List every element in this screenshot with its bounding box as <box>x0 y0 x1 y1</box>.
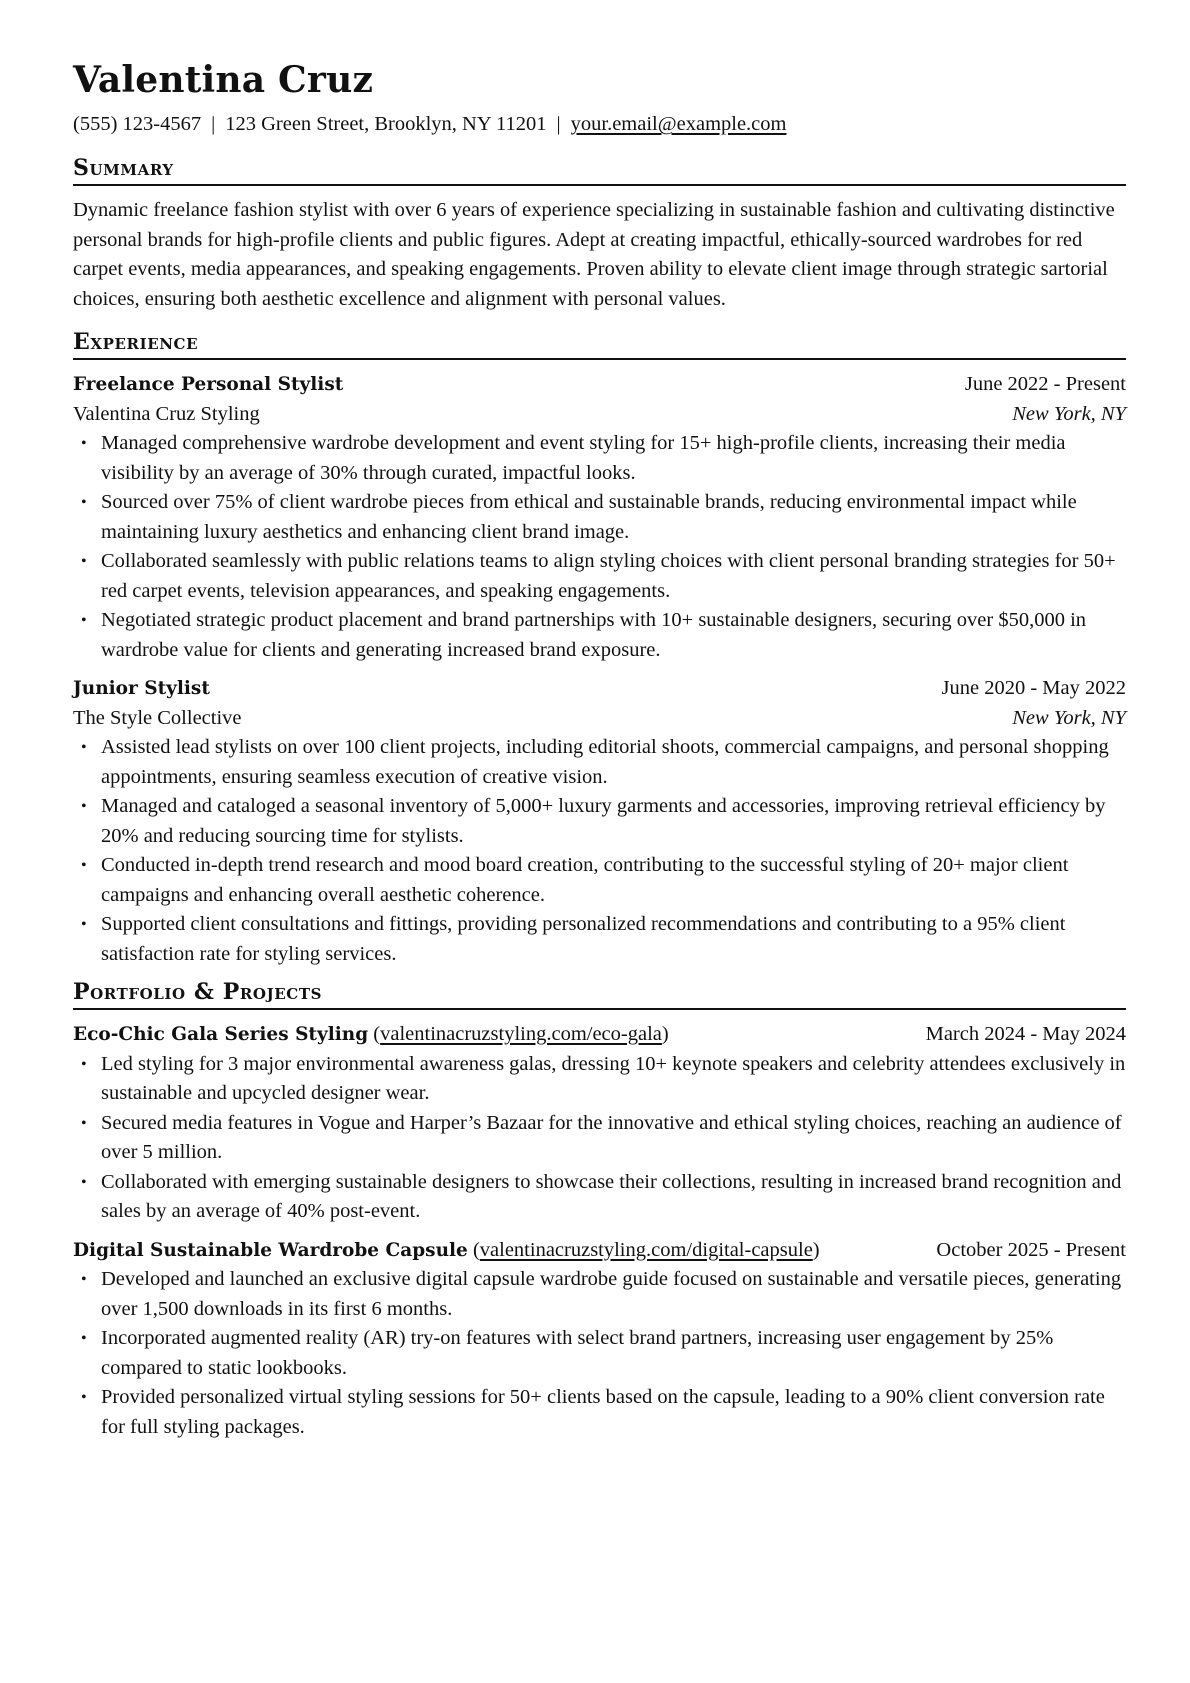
project-header-row <box>73 1020 1126 1050</box>
candidate-name: Valentina Cruz <box>73 59 374 101</box>
job-entry <box>73 674 1126 969</box>
project-bullet: • Developed and launched an exclusive digital capsule wardrobe guide focused on sustainable and versatile pieces, generating over 1,500 downloads in its first 6 months. <box>73 1265 1126 1324</box>
job-dates: June 2022 - Present <box>964 373 1126 395</box>
email-link[interactable]: your.email@example.com <box>570 113 787 135</box>
projects-section <box>73 978 1126 1442</box>
job-header-row <box>73 674 1126 704</box>
job-role: Junior Stylist <box>73 678 210 699</box>
project-entry <box>73 1020 1126 1227</box>
project-dates: March 2024 - May 2024 <box>925 1023 1126 1045</box>
job-company-row <box>73 400 1126 430</box>
project-bullet: • Collaborated with emerging sustainable designers to showcase their collections, resulting in increased brand recognition and sales by an average of 40% post-event. <box>73 1168 1126 1227</box>
resume-page <box>73 58 1126 1451</box>
project-bullet: • Incorporated augmented reality (AR) try-on features with select brand partners, increasing user engagement by 25% compared to static lookbooks. <box>73 1324 1126 1383</box>
job-company: The Style Collective <box>73 706 242 729</box>
section-title-experience: Experience <box>73 328 1126 360</box>
job-bullet-list <box>73 733 1126 969</box>
job-entry <box>73 370 1126 665</box>
section-title-projects: Portfolio & Projects <box>73 978 1126 1010</box>
experience-section <box>73 328 1126 969</box>
job-location: New York, NY <box>1012 402 1126 425</box>
summary-text: Dynamic freelance fashion stylist with over 6 years of experience specializing in sustainable fashion and cultivating distinctive personal brands for high-profile clients and public figures. Adept at creating impactful, ethically-sourced wardrobes for red carpet events, media appearances, and speaking engagements. Proven ability to elevate client image through strategic sartorial choices, ensuring both aesthetic excellence and alignment with personal values. <box>73 199 1115 310</box>
project-bullet-list <box>73 1265 1126 1442</box>
section-title-summary: Summary <box>73 154 1126 186</box>
job-bullet: • Supported client consultations and fittings, providing personalized recommendations and contributing to a 95% client satisfaction rate for styling services. <box>73 910 1126 969</box>
project-heading: Digital Sustainable Wardrobe Capsule (valentinacruzstyling.com/digital-capsule) <box>73 1238 820 1261</box>
project-link[interactable]: valentinacruzstyling.com/eco-gala <box>380 1023 662 1045</box>
project-name: Digital Sustainable Wardrobe Capsule <box>73 1239 468 1261</box>
summary-section <box>73 154 1126 314</box>
job-dates: June 2020 - May 2022 <box>941 677 1126 699</box>
job-bullet: • Sourced over 75% of client wardrobe pieces from ethical and sustainable brands, reducing environmental impact while maintaining luxury aesthetics and enhancing client brand image. <box>73 488 1126 547</box>
job-bullet-list <box>73 429 1126 665</box>
project-dates: October 2025 - Present <box>936 1238 1126 1261</box>
contact-separator: | <box>211 113 216 135</box>
street-address: 123 Green Street, Brooklyn, NY 11201 <box>225 113 547 135</box>
job-bullet: • Negotiated strategic product placement and brand partnerships with 10+ sustainable designers, securing over $50,000 in wardrobe value for clients and generating increased brand exposure. <box>73 606 1126 665</box>
project-bullet: • Secured media features in Vogue and Harper’s Bazaar for the innovative and ethical styling choices, reaching an audience of over 5 million. <box>73 1109 1126 1168</box>
job-company-row <box>73 704 1126 734</box>
project-heading: Eco-Chic Gala Series Styling (valentinacruzstyling.com/eco-gala) <box>73 1023 669 1045</box>
project-bullet: • Led styling for 3 major environmental awareness galas, dressing 10+ keynote speakers and celebrity attendees exclusively in sustainable and upcycled designer wear. <box>73 1050 1126 1109</box>
job-bullet: • Managed and cataloged a seasonal inventory of 5,000+ luxury garments and accessories, improving retrieval efficiency by 20% and reducing sourcing time for stylists. <box>73 792 1126 851</box>
job-company: Valentina Cruz Styling <box>73 402 260 425</box>
job-header-row <box>73 370 1126 400</box>
job-bullet: • Assisted lead stylists on over 100 client projects, including editorial shoots, commercial campaigns, and personal shopping appointments, ensuring seamless execution of creative vision. <box>73 733 1126 792</box>
job-location: New York, NY <box>1012 706 1126 729</box>
project-entry <box>73 1236 1126 1443</box>
contact-line <box>73 110 1126 138</box>
project-header-row <box>73 1236 1126 1266</box>
job-role: Freelance Personal Stylist <box>73 374 344 395</box>
contact-separator: | <box>556 113 561 135</box>
project-bullet-list <box>73 1050 1126 1227</box>
project-name: Eco-Chic Gala Series Styling <box>73 1024 369 1045</box>
job-bullet: • Managed comprehensive wardrobe development and event styling for 15+ high-profile clients, increasing their media visibility by an average of 30% through curated, impactful looks. <box>73 429 1126 488</box>
project-link[interactable]: valentinacruzstyling.com/digital-capsule <box>479 1238 813 1261</box>
job-bullet: • Conducted in-depth trend research and mood board creation, contributing to the successful styling of 20+ major client campaigns and enhancing overall aesthetic coherence. <box>73 851 1126 910</box>
job-bullet: • Collaborated seamlessly with public relations teams to align styling choices with client personal branding strategies for 50+ red carpet events, television appearances, and speaking engagements. <box>73 547 1126 606</box>
project-bullet: • Provided personalized virtual styling sessions for 50+ clients based on the capsule, leading to a 90% client conversion rate for full styling packages. <box>73 1383 1126 1442</box>
phone-number: (555) 123-4567 <box>73 113 202 135</box>
